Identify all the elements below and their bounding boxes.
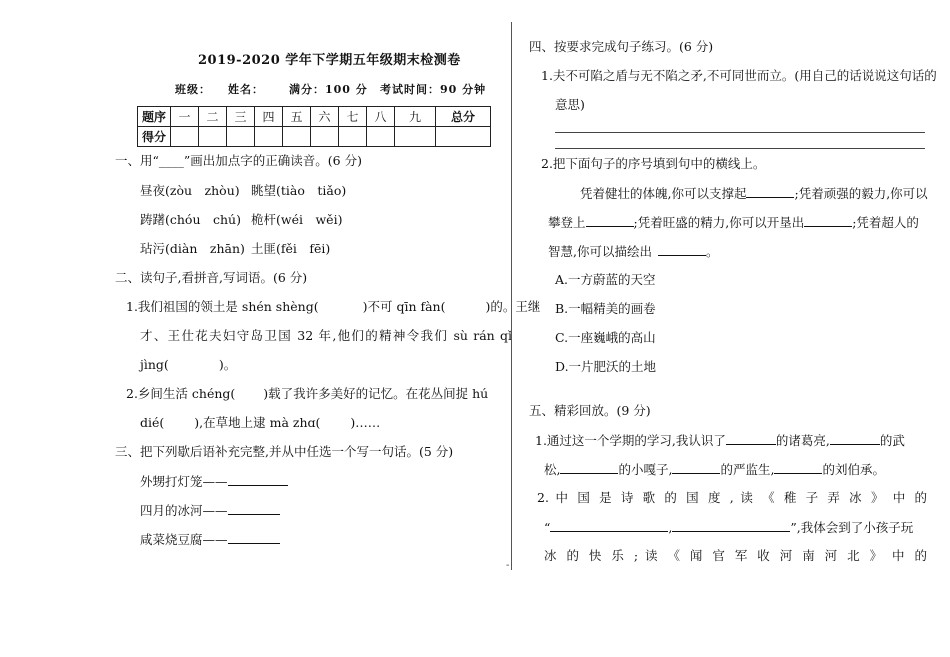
s4-paragraph-line3 <box>548 242 719 261</box>
table-num-5: 五 <box>283 107 311 127</box>
s5-text-g: 的刘伯承。 <box>822 462 885 477</box>
s5-text-f: 的严监生, <box>720 462 775 477</box>
s1-item[interactable]: 眺望(tiào tiǎo) <box>251 183 347 198</box>
s5-q2-line3: 冰 的 快 乐 ; 读 《 闻 官 军 收 河 南 河 北 》 中 的 <box>544 548 927 563</box>
score-table-header-row <box>138 107 491 127</box>
s2-heading: 二、读句子,看拼音,写词语。(6 分) <box>115 270 308 285</box>
s5-text-a: 1.通过这一个学期的学习,我认识了 <box>535 433 726 448</box>
option-a: A.一方蔚蓝的天空 <box>555 272 656 287</box>
answer-blank[interactable] <box>560 460 618 474</box>
s5-text-e: 的小嘎子, <box>618 462 673 477</box>
s3-item <box>140 501 280 520</box>
table-num-6: 六 <box>311 107 339 127</box>
score-cell[interactable] <box>255 127 283 147</box>
s5-heading: 五、精彩回放。(9 分) <box>529 403 651 418</box>
answer-blank[interactable] <box>774 460 822 474</box>
option-d: D.一片肥沃的土地 <box>555 359 657 374</box>
answer-blank[interactable] <box>672 460 720 474</box>
s2-q1-line1 <box>126 298 540 316</box>
s2-q1-line2: 才、王仕花夫妇守岛卫国 32 年,他们的精神令我们 sù rán qǐ <box>140 328 512 343</box>
table-total: 总分 <box>436 107 491 127</box>
s1-item[interactable]: 昼夜(zòu zhòu) <box>140 183 240 198</box>
table-head-score: 得分 <box>138 127 171 147</box>
s1-item[interactable]: 玷污(diàn zhān) <box>140 241 245 256</box>
s5-text-rest: ”,我体会到了小孩子玩 <box>790 520 914 535</box>
table-num-2: 二 <box>199 107 227 127</box>
score-cell[interactable] <box>171 127 199 147</box>
s2-q1-text-e: )。 <box>218 357 237 372</box>
option-b: B.一幅精美的画卷 <box>555 301 656 316</box>
s3-item <box>140 530 280 549</box>
s5-q1-line2 <box>544 460 885 479</box>
answer-blank[interactable] <box>672 518 790 532</box>
s4-q1-line2: 意思) <box>555 97 585 112</box>
s4-text-c: 攀登上 <box>548 215 586 230</box>
score-cell[interactable] <box>227 127 255 147</box>
score-cell[interactable] <box>283 127 311 147</box>
s5-text-c: 的武 <box>879 433 905 448</box>
s4-paragraph-line2 <box>548 213 919 232</box>
exam-title: 2019-2020 学年下学期五年级期末检测卷 <box>198 53 461 68</box>
s1-item[interactable]: 踌躇(chóu chú) <box>140 212 241 227</box>
answer-line[interactable] <box>555 148 925 149</box>
s5-text-comma: , <box>668 520 673 535</box>
option-c: C.一座巍峨的高山 <box>555 330 656 345</box>
s2-q1-line3 <box>140 356 236 374</box>
score-cell[interactable] <box>395 127 436 147</box>
s3-item-text: 外甥打灯笼—— <box>140 474 228 489</box>
s4-q1-line1: 1.夫不可陷之盾与无不陷之矛,不可同世而立。(用自己的话说说这句话的 <box>541 68 937 83</box>
s4-paragraph-line1 <box>580 184 928 203</box>
score-cell[interactable] <box>367 127 395 147</box>
s2-q1-text-d: jìng( <box>140 357 169 372</box>
answer-blank[interactable] <box>746 184 794 198</box>
answer-blank[interactable] <box>804 213 852 227</box>
s4-text-g: 。 <box>705 244 719 259</box>
s1-heading: 一、用“____”画出加点字的正确读音。(6 分) <box>115 153 362 168</box>
s4-text-b: ;凭着顽强的毅力,你可以 <box>794 186 928 201</box>
s3-heading: 三、把下列歇后语补充完整,并从中任选一个写一句话。(5 分) <box>115 444 454 459</box>
s2-q2-text-e: )…… <box>350 415 381 430</box>
page-mark: - <box>506 560 510 571</box>
s1-item[interactable]: 桅杆(wéi wěi) <box>251 212 343 227</box>
s2-q1-text-b: )不可 qīn fàn( <box>362 299 446 314</box>
s3-item-text: 四月的冰河—— <box>140 503 228 518</box>
s4-text-d: ;凭着旺盛的精力,你可以开垦出 <box>633 215 805 230</box>
score-table <box>137 106 491 147</box>
table-num-1: 一 <box>171 107 199 127</box>
s2-q2-text-d: ),在草地上逮 mà zhɑ( <box>194 415 321 430</box>
full-score: 满分：100 分 <box>289 83 368 96</box>
exam-time: 考试时间：90 分钟 <box>380 83 487 96</box>
answer-blank[interactable] <box>228 530 280 544</box>
s1-item[interactable]: 土匪(fěi fēi) <box>251 241 331 256</box>
column-divider <box>511 22 512 570</box>
score-cell[interactable] <box>199 127 227 147</box>
score-cell[interactable] <box>339 127 367 147</box>
s5-q1-line1 <box>535 431 905 450</box>
table-num-8: 八 <box>367 107 395 127</box>
s5-q2-line1: 2. 中 国 是 诗 歌 的 国 度 , 读 《 稚 子 弄 冰 》 中 的 <box>537 490 927 505</box>
answer-blank[interactable] <box>586 213 634 227</box>
s2-q2-text-b: )载了我许多美好的记忆。在花丛间捉 hú <box>263 386 489 401</box>
s2-q1-text-c: )的。王继 <box>485 299 541 314</box>
s2-q2-text-c: dié( <box>140 415 165 430</box>
s4-text-f: 智慧,你可以描绘出 <box>548 244 652 259</box>
table-num-4: 四 <box>255 107 283 127</box>
score-cell[interactable] <box>311 127 339 147</box>
name-label: 姓名： <box>228 83 264 96</box>
s2-q2-line2 <box>140 414 380 432</box>
answer-line[interactable] <box>555 132 925 133</box>
s3-item-text: 咸菜烧豆腐—— <box>140 532 228 547</box>
table-num-9: 九 <box>395 107 436 127</box>
answer-blank[interactable] <box>658 242 706 256</box>
class-label: 班级： <box>175 83 211 96</box>
answer-blank[interactable] <box>726 431 776 445</box>
table-head-order: 题序 <box>138 107 171 127</box>
s4-text-e: ;凭着超人的 <box>852 215 919 230</box>
answer-blank[interactable] <box>228 501 280 515</box>
table-num-7: 七 <box>339 107 367 127</box>
s4-text-a: 凭着健壮的体魄,你可以支撑起 <box>580 186 747 201</box>
s2-q2-line1 <box>126 385 488 403</box>
s2-q2-text-a: 2.乡间生活 chéng( <box>126 386 236 401</box>
score-cell-total[interactable] <box>436 127 491 147</box>
score-table-score-row <box>138 127 491 147</box>
answer-blank[interactable] <box>830 431 880 445</box>
s4-heading: 四、按要求完成句子练习。(6 分) <box>529 39 714 54</box>
table-num-3: 三 <box>227 107 255 127</box>
s3-item <box>140 472 288 491</box>
s2-q1-text-a: 1.我们祖国的领土是 shén shèng( <box>126 299 319 314</box>
answer-blank[interactable] <box>228 472 288 486</box>
answer-blank[interactable] <box>550 518 668 532</box>
s5-text-open: “ <box>544 520 551 535</box>
s4-q2-heading: 2.把下面句子的序号填到句中的横线上。 <box>541 156 766 171</box>
s5-text-d: 松, <box>544 462 561 477</box>
s5-q2-line2 <box>544 518 913 537</box>
s5-text-b: 的诸葛亮, <box>775 433 830 448</box>
